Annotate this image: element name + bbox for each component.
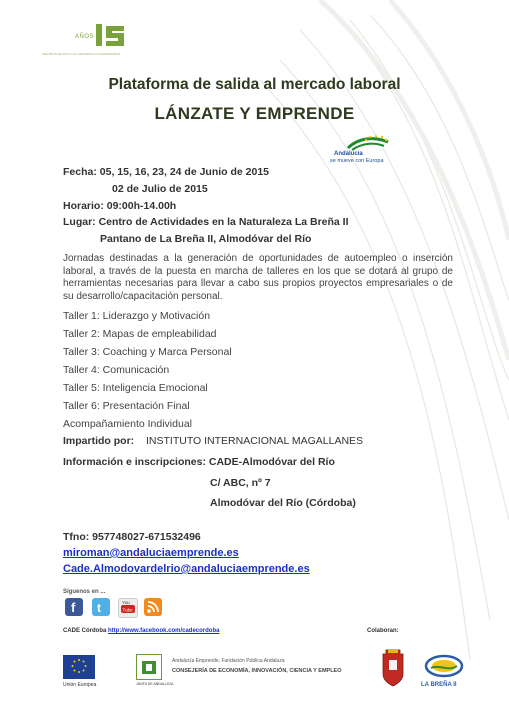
la-brena-logo	[421, 654, 467, 680]
junta-emblem-icon	[137, 655, 161, 679]
twitter-icon[interactable]	[92, 598, 110, 616]
svg-text:Tube: Tube	[122, 607, 133, 613]
svg-text:t: t	[97, 601, 101, 615]
eu-stars-icon	[330, 134, 400, 152]
junta-line1: Andalucía Emprende, Fundación Pública Andaluza	[172, 658, 285, 664]
logo-anos-label: AÑOS	[75, 34, 95, 40]
eu-label: Unión Europea	[63, 682, 97, 688]
eu-flag-icon	[63, 655, 95, 679]
contact-email-1[interactable]: miroman@andaluciaemprende.es	[63, 547, 239, 559]
contact-address2: Almodóvar del Río (Córdoba)	[210, 497, 356, 509]
junta-andalucia-logo	[136, 654, 162, 680]
sponsor-line1: Andalucía	[334, 151, 363, 157]
event-date: Fecha: 05, 15, 16, 23, 24 de Junio de 2015	[63, 166, 270, 178]
junta-line2: CONSEJERÍA DE ECONOMÍA, INNOVACIÓN, CIENCIA Y EMPLEO	[172, 668, 342, 674]
follow-label: Síguenos en ...	[63, 589, 106, 595]
andalucia-europa-logo	[330, 134, 400, 166]
event-description: Jornadas destinadas a la generación de oportunidades de autoempleo o inserción laboral, a través de la puesta en marcha de talleres en los que se dotará al grupo de herramientas necesarias para llevar a cabo sus propios proyectos empresariales o de su desarrollo/capacitación personal.	[63, 253, 453, 302]
colaboran-label: Colaboran:	[367, 628, 399, 634]
la-brena-label: LA BREÑA II	[421, 682, 457, 688]
almodovar-crest-logo	[380, 648, 406, 688]
cade-15-anos-logo	[40, 20, 130, 62]
facebook-icon[interactable]	[65, 598, 83, 616]
event-schedule: Horario: 09:00h-14.00h	[63, 200, 177, 212]
la-brena-icon	[421, 654, 467, 680]
youtube-icon[interactable]	[118, 598, 138, 618]
cade-cordoba-line	[63, 628, 219, 634]
taller-item-6: Taller 6: Presentación Final	[63, 400, 190, 412]
cade-facebook-link[interactable]: http://www.facebook.com/cadecordoba	[108, 628, 220, 634]
event-place-detail: Pantano de La Breña II, Almodóvar del Río	[100, 233, 312, 245]
taller-item-5: Taller 5: Inteligencia Emocional	[63, 382, 208, 394]
impartido-value: INSTITUTO INTERNACIONAL MAGALLANES	[146, 435, 364, 447]
taller-item-2: Taller 2: Mapas de empleabilidad	[63, 328, 217, 340]
cade-label: CADE Córdoba	[63, 628, 107, 634]
rss-icon[interactable]	[144, 598, 162, 616]
info-inscripciones: Información e inscripciones: CADE-Almodóvar del Río	[63, 456, 335, 468]
junta-small-label: JUNTA DE ANDALUCIA	[136, 682, 174, 686]
impartido-label: Impartido por:	[63, 435, 135, 447]
svg-text:f: f	[71, 600, 76, 615]
contact-phone: Tfno: 957748027-671532496	[63, 531, 201, 543]
event-place: Lugar: Centro de Actividades en la Naturaleza La Breña II	[63, 216, 349, 228]
logo-tagline: CENTROS DE APOYO AL DESARROLLO EMPRESARIAL	[42, 52, 121, 56]
taller-item-3: Taller 3: Coaching y Marca Personal	[63, 346, 232, 358]
sponsor-line2: se mueve con Europa	[330, 158, 384, 164]
taller-item-4: Taller 4: Comunicación	[63, 364, 170, 376]
crest-icon	[380, 648, 406, 688]
contact-email-2[interactable]: Cade.Almodovardelrio@andaluciaemprende.es	[63, 563, 310, 575]
page-subtitle: Plataforma de salida al mercado laboral	[108, 76, 401, 93]
event-date-extra: 02 de Julio de 2015	[112, 183, 208, 195]
contact-address1: C/ ABC, nº 7	[210, 477, 271, 489]
taller-item-1: Taller 1: Liderazgo y Motivación	[63, 310, 211, 322]
page-title: LÁNZATE Y EMPRENDE	[154, 104, 355, 123]
svg-text:You: You	[122, 600, 130, 605]
taller-item-7: Acompañamiento Individual	[63, 418, 192, 430]
eu-flag-logo	[63, 655, 95, 679]
